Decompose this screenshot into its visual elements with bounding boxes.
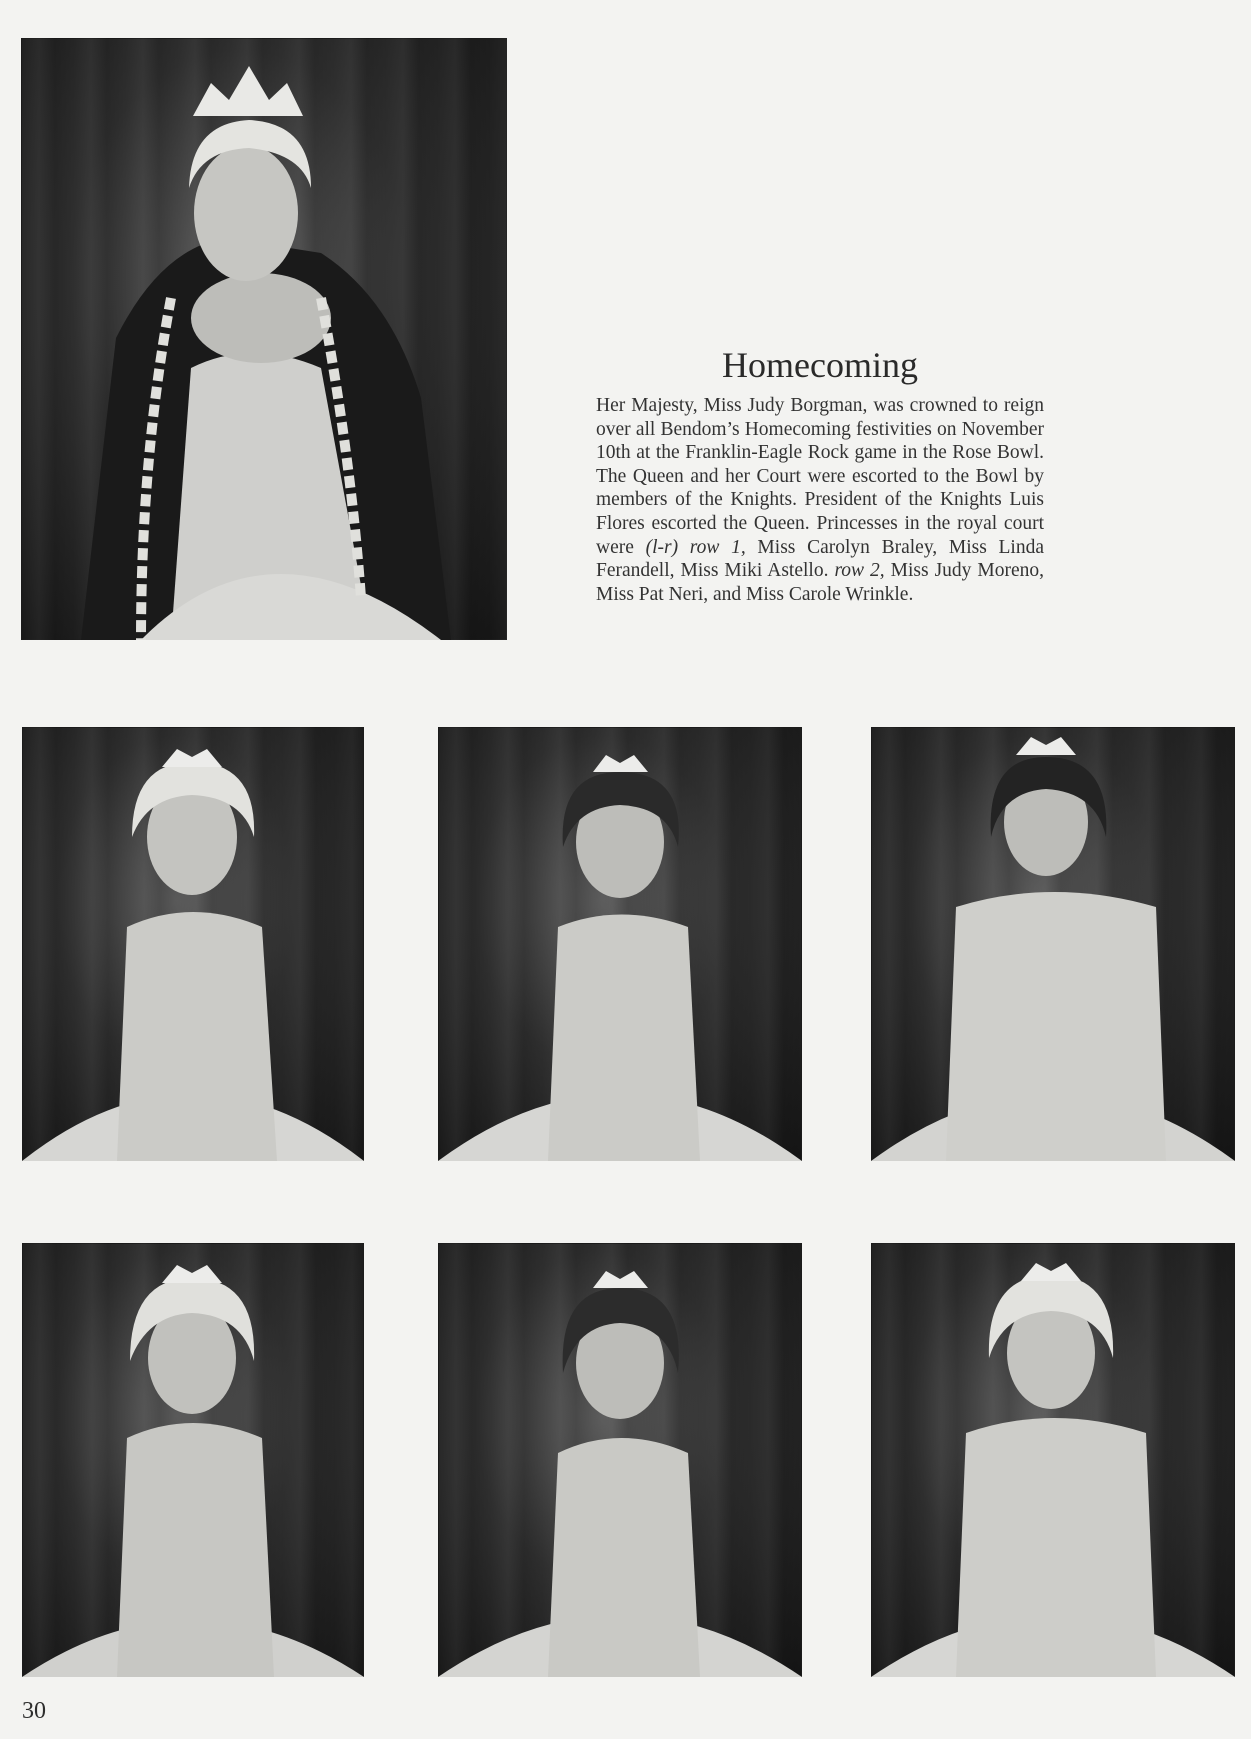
princess-figure-illustration xyxy=(438,727,802,1161)
article-caption xyxy=(596,394,1044,606)
princess-portrait-photo xyxy=(871,727,1235,1161)
princess-figure-illustration xyxy=(22,727,364,1161)
page-title: Homecoming xyxy=(722,345,918,385)
princess-figure-illustration xyxy=(871,727,1235,1161)
princess-figure-illustration xyxy=(438,1243,802,1677)
princess-figure-illustration xyxy=(871,1243,1235,1677)
caption-part-3: Miss Judy Moreno, Miss Pat Neri, and Miss Carole Wrinkle. xyxy=(596,560,1045,605)
princess-portrait-photo xyxy=(22,727,364,1161)
princess-figure-illustration xyxy=(22,1243,364,1677)
article-text-block xyxy=(596,344,1044,606)
princess-portrait-photo xyxy=(438,1243,802,1677)
queen-portrait-photo xyxy=(21,38,507,640)
caption-part-1: Her Majesty, Miss Judy Borgman, was crowned to reign over all Bendom’s Homecoming festivities on November 10th at the Franklin-Eagle Rock game in the Rose Bowl. The Queen and her Court were escorted to the Bowl by members of the Knights. President of the Knights Luis Flores escorted the Queen. Princesses in the royal court were xyxy=(596,395,1044,558)
queen-figure-illustration xyxy=(21,38,507,640)
caption-part-2: Miss Carolyn Braley, Miss Linda Ferandell, Miss Miki Astello. xyxy=(596,536,1045,582)
princess-portrait-photo xyxy=(22,1243,364,1677)
princess-portrait-photo xyxy=(871,1243,1235,1677)
princess-portrait-photo xyxy=(438,727,802,1161)
caption-row-1-label: (l-r) row 1, xyxy=(645,536,746,558)
caption-row-2-label: row 2, xyxy=(834,560,885,582)
page-number: 30 xyxy=(22,1698,46,1724)
